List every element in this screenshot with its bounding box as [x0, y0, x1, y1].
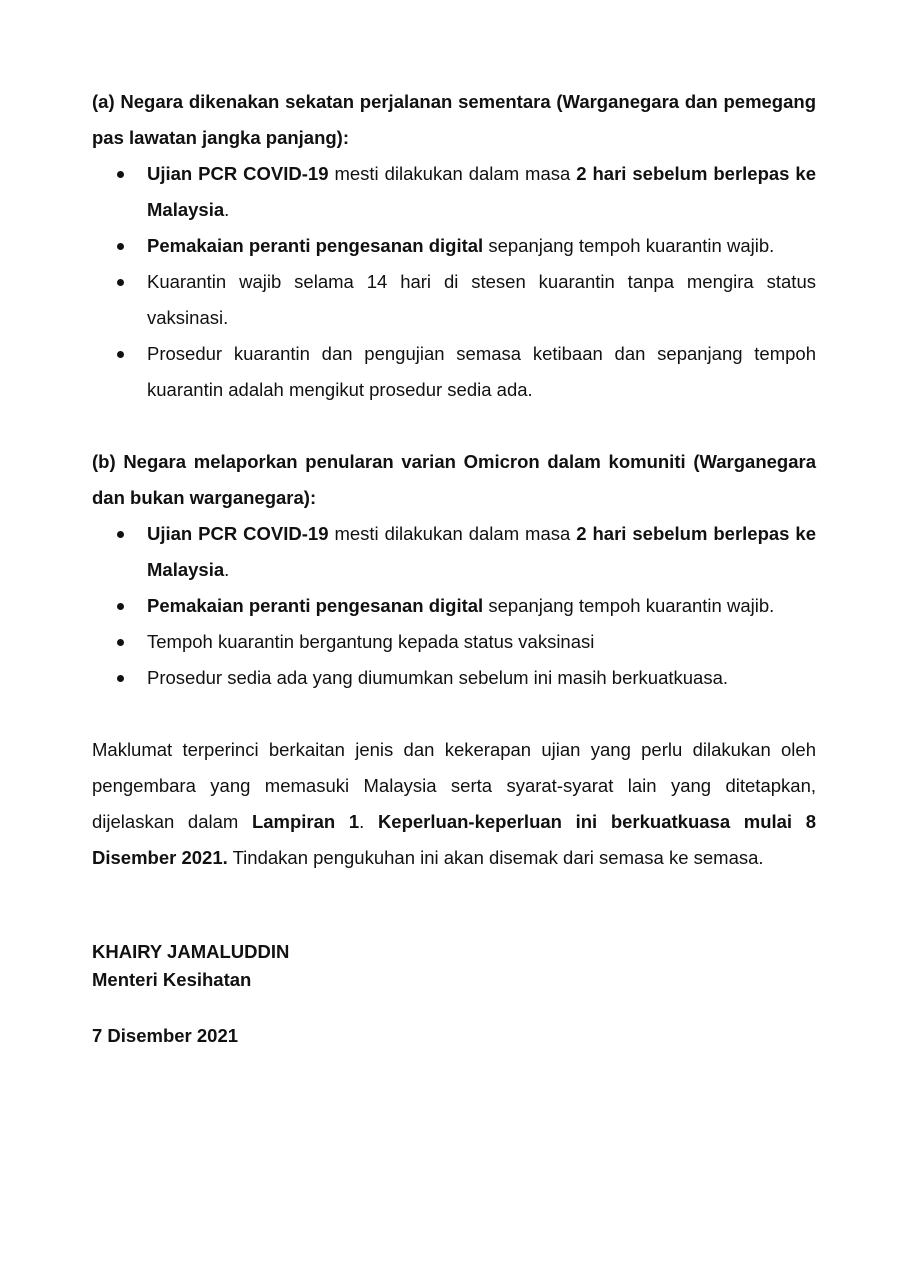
bullet-icon	[117, 171, 124, 178]
spacer	[92, 696, 816, 732]
section-b-list	[92, 516, 816, 696]
list-item: Ujian PCR COVID-19 mesti dilakukan dalam masa 2 hari sebelum berlepas ke Malaysia.	[92, 516, 816, 588]
list-item: Ujian PCR COVID-19 mesti dilakukan dalam masa 2 hari sebelum berlepas ke Malaysia.	[92, 156, 816, 228]
spacer	[92, 994, 816, 1022]
bullet-icon	[117, 639, 124, 646]
spacer	[92, 876, 816, 938]
list-item: Tempoh kuarantin bergantung kepada status vaksinasi	[92, 624, 816, 660]
bullet-icon	[117, 279, 124, 286]
section-b-heading: (b) Negara melaporkan penularan varian Omicron dalam komuniti (Warganegara dan bukan warganegara):	[92, 451, 816, 508]
list-item: Pemakaian peranti pengesanan digital sepanjang tempoh kuarantin wajib.	[92, 228, 816, 264]
bullet-icon	[117, 351, 124, 358]
list-item: Prosedur kuarantin dan pengujian semasa ketibaan dan sepanjang tempoh kuarantin adalah mengikut prosedur sedia ada.	[92, 336, 816, 408]
bullet-icon	[117, 243, 124, 250]
list-item: Pemakaian peranti pengesanan digital sepanjang tempoh kuarantin wajib.	[92, 588, 816, 624]
closing-paragraph: Maklumat terperinci berkaitan jenis dan kekerapan ujian yang perlu dilakukan oleh pengembara yang memasuki Malaysia serta syarat-syarat lain yang ditetapkan, dijelaskan dalam Lampiran 1. Keperluan-keperluan ini berkuatkuasa mulai 8 Disember 2021. Tindakan pengukuhan ini akan disemak dari semasa ke semasa.	[92, 739, 816, 868]
list-item: Kuarantin wajib selama 14 hari di stesen kuarantin tanpa mengira status vaksinasi.	[92, 264, 816, 336]
signatory-title: Menteri Kesihatan	[92, 969, 252, 990]
bullet-icon	[117, 675, 124, 682]
list-item: Prosedur sedia ada yang diumumkan sebelum ini masih berkuatkuasa.	[92, 660, 816, 696]
spacer	[92, 408, 816, 444]
signatory-name: KHAIRY JAMALUDDIN	[92, 941, 290, 962]
bullet-icon	[117, 531, 124, 538]
press-statement	[92, 84, 816, 1050]
bullet-icon	[117, 603, 124, 610]
section-a-heading: (a) Negara dikenakan sekatan perjalanan sementara (Warganegara dan pemegang pas lawatan jangka panjang):	[92, 91, 816, 148]
section-a-list	[92, 156, 816, 408]
statement-date: 7 Disember 2021	[92, 1025, 239, 1046]
